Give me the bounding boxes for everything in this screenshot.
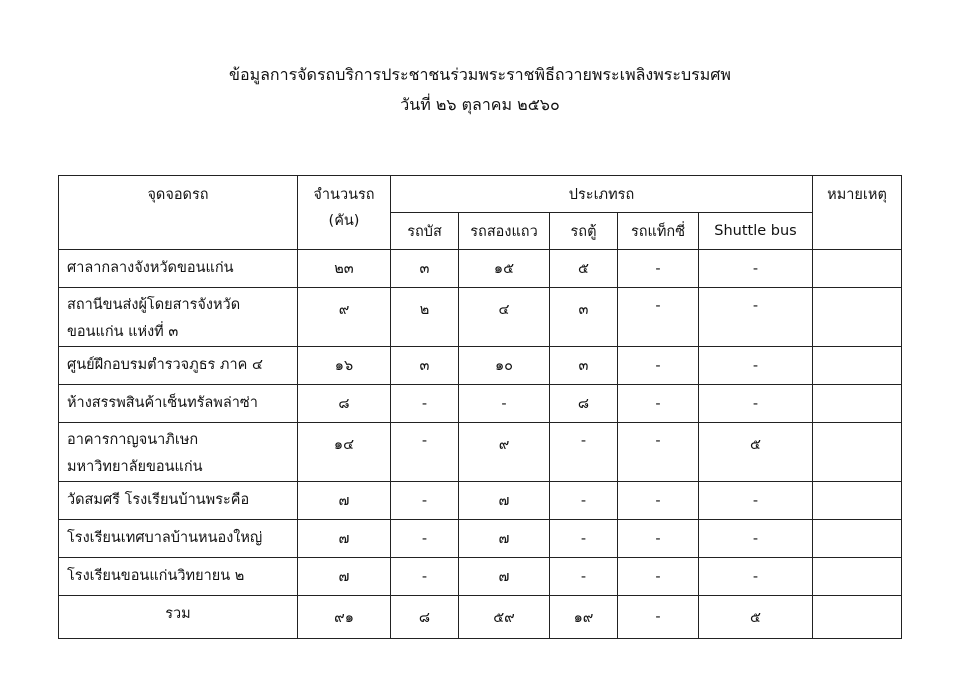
bus-cell: - [391, 385, 459, 423]
van-cell: - [550, 423, 618, 482]
taxi-cell: - [618, 482, 699, 520]
header-notes: หมายเหตุ [813, 176, 902, 250]
location-cell: โรงเรียนเทศบาลบ้านหนองใหญ่ [59, 520, 298, 558]
header-type-bus: รถบัส [391, 213, 459, 250]
bus-cell: - [391, 520, 459, 558]
header-type-van: รถตู้ [550, 213, 618, 250]
bus-cell: ๓ [391, 347, 459, 385]
header-type-taxi: รถแท็กซี่ [618, 213, 699, 250]
total-cell: ๘ [298, 385, 391, 423]
table-total-row [59, 596, 902, 639]
location-line1: สถานีขนส่งผู้โดยสารจังหวัด [67, 297, 241, 313]
header-vehicle-count [298, 176, 391, 250]
table-row [59, 482, 902, 520]
van-cell: ๓ [550, 347, 618, 385]
songthaew-cell: ๔ [459, 288, 550, 347]
shuttle-cell: - [699, 482, 813, 520]
note-cell [813, 385, 902, 423]
note-cell [813, 596, 902, 639]
vehicle-allocation-table [58, 175, 902, 639]
location-line2: ขอนแก่น แห่งที่ ๓ [67, 324, 179, 340]
total-cell: ๙ [298, 288, 391, 347]
note-cell [813, 250, 902, 288]
van-cell: - [550, 558, 618, 596]
note-cell [813, 558, 902, 596]
location-line1: อาคารกาญจนาภิเษก [67, 432, 199, 448]
total-cell: ๙๑ [298, 596, 391, 639]
bus-cell: ๘ [391, 596, 459, 639]
shuttle-cell: ๕ [699, 423, 813, 482]
location-cell: วัดสมศรี โรงเรียนบ้านพระคือ [59, 482, 298, 520]
shuttle-cell: - [699, 288, 813, 347]
shuttle-cell: - [699, 520, 813, 558]
van-cell: ๘ [550, 385, 618, 423]
shuttle-cell: - [699, 347, 813, 385]
taxi-cell: - [618, 347, 699, 385]
taxi-cell: - [618, 250, 699, 288]
note-cell [813, 347, 902, 385]
van-cell: - [550, 482, 618, 520]
header-vehicle-count-line1: จำนวนรถ [313, 187, 375, 203]
bus-cell: ๓ [391, 250, 459, 288]
location-cell [59, 423, 298, 482]
songthaew-cell: - [459, 385, 550, 423]
bus-cell: - [391, 423, 459, 482]
location-cell: โรงเรียนขอนแก่นวิทยายน ๒ [59, 558, 298, 596]
header-location: จุดจอดรถ [59, 176, 298, 250]
songthaew-cell: ๑๕ [459, 250, 550, 288]
document-date: วันที่ ๒๖ ตุลาคม ๒๕๖๐ [400, 95, 560, 114]
location-line2: มหาวิทยาลัยขอนแก่น [67, 459, 203, 475]
table-row [59, 558, 902, 596]
total-cell: ๑๔ [298, 423, 391, 482]
document-title: ข้อมูลการจัดรถบริการประชาชนร่วมพระราชพิธีถวายพระเพลิงพระบรมศพ [229, 65, 731, 84]
note-cell [813, 423, 902, 482]
songthaew-cell: ๗ [459, 482, 550, 520]
bus-cell: - [391, 558, 459, 596]
taxi-cell: - [618, 288, 699, 347]
taxi-cell: - [618, 520, 699, 558]
header-vehicle-count-line2: (คัน) [328, 213, 360, 229]
header-type-shuttle: Shuttle bus [699, 213, 813, 250]
table-row [59, 520, 902, 558]
shuttle-cell: - [699, 558, 813, 596]
location-cell [59, 288, 298, 347]
total-cell: ๒๓ [298, 250, 391, 288]
location-cell: ศาลากลางจังหวัดขอนแก่น [59, 250, 298, 288]
songthaew-cell: ๕๙ [459, 596, 550, 639]
total-cell: ๑๖ [298, 347, 391, 385]
bus-cell: - [391, 482, 459, 520]
note-cell [813, 288, 902, 347]
table-row [59, 288, 902, 347]
shuttle-cell: - [699, 250, 813, 288]
location-cell: ศูนย์ฝึกอบรมตำรวจภูธร ภาค ๔ [59, 347, 298, 385]
location-cell: ห้างสรรพสินค้าเซ็นทรัลพล่าซ่า [59, 385, 298, 423]
taxi-cell: - [618, 423, 699, 482]
van-cell: ๕ [550, 250, 618, 288]
van-cell: ๑๙ [550, 596, 618, 639]
table-row [59, 385, 902, 423]
van-cell: - [550, 520, 618, 558]
taxi-cell: - [618, 596, 699, 639]
taxi-cell: - [618, 385, 699, 423]
shuttle-cell: - [699, 385, 813, 423]
bus-cell: ๒ [391, 288, 459, 347]
songthaew-cell: ๑๐ [459, 347, 550, 385]
songthaew-cell: ๗ [459, 558, 550, 596]
total-cell: ๗ [298, 558, 391, 596]
songthaew-cell: ๙ [459, 423, 550, 482]
total-cell: ๗ [298, 482, 391, 520]
total-cell: ๗ [298, 520, 391, 558]
shuttle-cell: ๕ [699, 596, 813, 639]
van-cell: ๓ [550, 288, 618, 347]
note-cell [813, 482, 902, 520]
table-row [59, 250, 902, 288]
header-vehicle-type: ประเภทรถ [391, 176, 813, 213]
taxi-cell: - [618, 558, 699, 596]
header-type-songthaew: รถสองแถว [459, 213, 550, 250]
songthaew-cell: ๗ [459, 520, 550, 558]
table-row [59, 423, 902, 482]
table-row [59, 347, 902, 385]
note-cell [813, 520, 902, 558]
total-label-cell: รวม [59, 596, 298, 639]
